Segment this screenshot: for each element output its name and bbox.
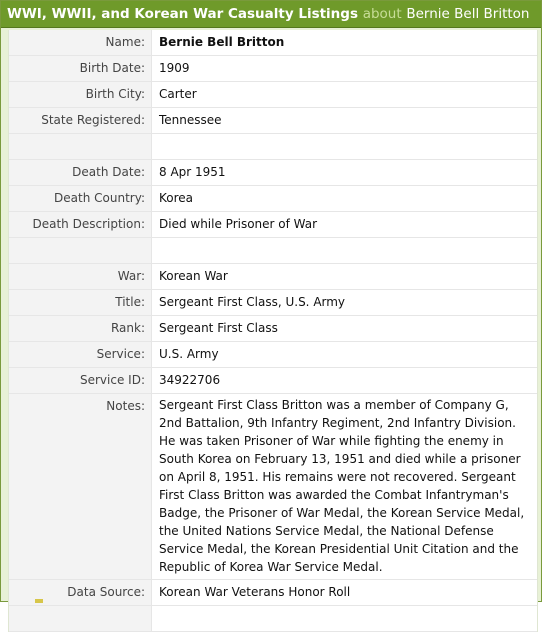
death-description-value: Died while Prisoner of War	[152, 212, 538, 238]
death-country-value: Korea	[152, 186, 538, 212]
header-about-text: about	[362, 6, 402, 22]
death-date-label: Death Date:	[9, 160, 152, 186]
rank-value: Sergeant First Class	[152, 316, 538, 342]
war-value: Korean War	[152, 264, 538, 290]
panel-header	[1, 1, 541, 28]
name-value: Bernie Bell Britton	[152, 30, 538, 56]
title-label: Title:	[9, 290, 152, 316]
row-notes	[9, 394, 537, 580]
notes-label: Notes:	[9, 394, 152, 580]
row-death-country	[9, 186, 537, 212]
record-sheet	[8, 30, 538, 632]
row-name	[9, 30, 537, 56]
spacer-value	[152, 606, 538, 632]
birth-date-label: Birth Date:	[9, 56, 152, 82]
row-birth-date	[9, 56, 537, 82]
row-service	[9, 342, 537, 368]
row-death-description	[9, 212, 537, 238]
row-service-id	[9, 368, 537, 394]
death-date-value: 8 Apr 1951	[152, 160, 538, 186]
service-id-label: Service ID:	[9, 368, 152, 394]
state-registered-value: Tennessee	[152, 108, 538, 134]
row-death-date	[9, 160, 537, 186]
corner-marker	[35, 599, 43, 603]
service-id-value: 34922706	[152, 368, 538, 394]
spacer-label	[9, 238, 152, 264]
service-label: Service:	[9, 342, 152, 368]
spacer-row	[9, 238, 537, 264]
row-rank	[9, 316, 537, 342]
record-table	[9, 30, 537, 632]
death-country-label: Death Country:	[9, 186, 152, 212]
death-description-label: Death Description:	[9, 212, 152, 238]
service-value: U.S. Army	[152, 342, 538, 368]
rank-label: Rank:	[9, 316, 152, 342]
row-title	[9, 290, 537, 316]
spacer-row	[9, 606, 537, 632]
birth-city-value: Carter	[152, 82, 538, 108]
row-state-registered	[9, 108, 537, 134]
spacer-label	[9, 134, 152, 160]
title-value: Sergeant First Class, U.S. Army	[152, 290, 538, 316]
notes-value: Sergeant First Class Britton was a member of Company G, 2nd Battalion, 9th Infantry Regiment, 2nd Infantry Division. He was taken Prisoner of War while fighting the enemy in South Korea on February 13, 1951 and died while a prisoner on April 8, 1951. His remains were not recovered. Sergeant First Class Britton was awarded the Combat Infantryman's Badge, the Prisoner of War Medal, the Korean Service Medal, the United Nations Service Medal, the National Defense Service Medal, the Korean Presidential Unit Citation and the Republic of Korea War Service Medal.	[152, 394, 538, 580]
state-registered-label: State Registered:	[9, 108, 152, 134]
data-source-label: Data Source:	[9, 580, 152, 606]
birth-date-value: 1909	[152, 56, 538, 82]
spacer-row	[9, 134, 537, 160]
row-war	[9, 264, 537, 290]
spacer-label	[9, 606, 152, 632]
name-label: Name:	[9, 30, 152, 56]
row-birth-city	[9, 82, 537, 108]
birth-city-label: Birth City:	[9, 82, 152, 108]
data-source-value: Korean War Veterans Honor Roll	[152, 580, 538, 606]
spacer-value	[152, 238, 538, 264]
spacer-value	[152, 134, 538, 160]
header-person-name: Bernie Bell Britton	[406, 6, 530, 22]
war-label: War:	[9, 264, 152, 290]
panel-title: WWI, WWII, and Korean War Casualty Listings	[7, 6, 358, 22]
